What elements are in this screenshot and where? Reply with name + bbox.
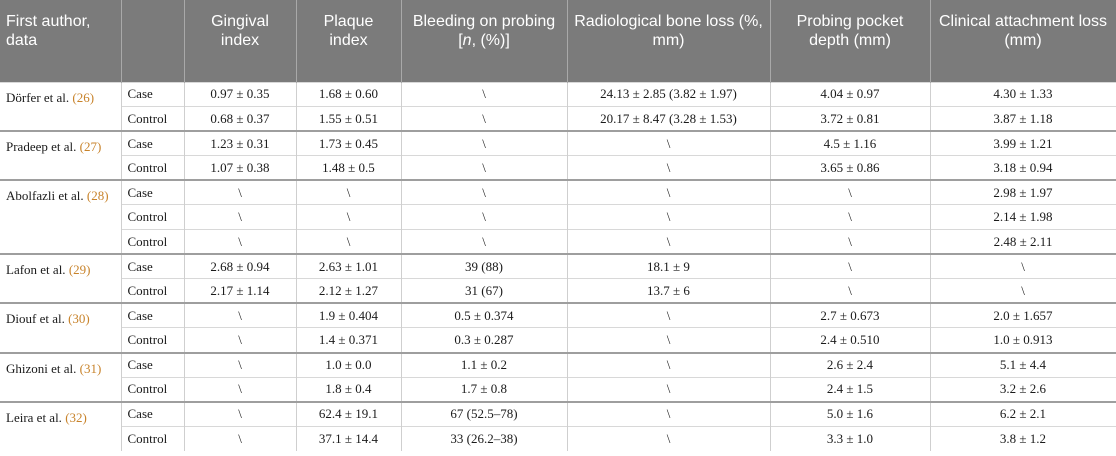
probing-pocket-depth-cell: 2.4 ± 0.510 [770, 328, 930, 353]
plaque-index-cell: 2.12 ± 1.27 [296, 279, 401, 304]
radiological-bone-loss-cell: \ [567, 131, 770, 156]
gingival-index-cell: 1.23 ± 0.31 [184, 131, 296, 156]
gingival-index-cell: \ [184, 303, 296, 328]
group-cell: Case [121, 180, 184, 205]
first-author-cell [0, 82, 121, 131]
header-group [121, 0, 184, 82]
probing-pocket-depth-cell: \ [770, 180, 930, 205]
gingival-index-cell: \ [184, 402, 296, 427]
clinical-attachment-loss-cell: 3.18 ± 0.94 [930, 156, 1116, 181]
header-first-author: First author, data [0, 0, 121, 82]
bleeding-on-probing-cell: 1.7 ± 0.8 [401, 377, 567, 402]
reference-link[interactable]: (29) [68, 262, 91, 278]
first-author-cell [0, 180, 121, 254]
group-cell: Case [121, 353, 184, 378]
bleeding-on-probing-cell: \ [401, 180, 567, 205]
table-row [0, 402, 1116, 427]
group-cell: Control [121, 230, 184, 255]
gingival-index-cell: \ [184, 426, 296, 451]
bleeding-on-probing-cell: \ [401, 205, 567, 230]
bleeding-on-probing-cell: 31 (67) [401, 279, 567, 304]
table-row [0, 328, 1116, 353]
table-body [0, 82, 1116, 451]
clinical-attachment-loss-cell: 3.87 ± 1.18 [930, 107, 1116, 132]
radiological-bone-loss-cell: \ [567, 180, 770, 205]
author-name: Pradeep et al. [6, 139, 77, 155]
clinical-attachment-loss-cell: \ [930, 279, 1116, 304]
gingival-index-cell: \ [184, 230, 296, 255]
clinical-attachment-loss-cell: \ [930, 254, 1116, 279]
radiological-bone-loss-cell: \ [567, 426, 770, 451]
probing-pocket-depth-cell: \ [770, 205, 930, 230]
first-author-cell [0, 353, 121, 402]
group-cell: Case [121, 254, 184, 279]
table-row [0, 426, 1116, 451]
group-cell: Control [121, 328, 184, 353]
bleeding-on-probing-cell: 33 (26.2–38) [401, 426, 567, 451]
author-name: Diouf et al. [6, 311, 65, 327]
bleeding-on-probing-cell: \ [401, 107, 567, 132]
probing-pocket-depth-cell: \ [770, 279, 930, 304]
probing-pocket-depth-cell: 2.7 ± 0.673 [770, 303, 930, 328]
radiological-bone-loss-cell: \ [567, 328, 770, 353]
first-author-cell [0, 131, 121, 180]
header-bop-pre: Bleeding on probing [ [412, 13, 556, 49]
clinical-attachment-loss-cell: 3.8 ± 1.2 [930, 426, 1116, 451]
bleeding-on-probing-cell: 1.1 ± 0.2 [401, 353, 567, 378]
bleeding-on-probing-cell: \ [401, 131, 567, 156]
plaque-index-cell: \ [296, 230, 401, 255]
header-probing-pocket-depth: Probing pocket depth (mm) [770, 0, 930, 82]
header-clinical-attachment-loss: Clinical attachment loss (mm) [930, 0, 1116, 82]
clinical-attachment-loss-cell: 2.14 ± 1.98 [930, 205, 1116, 230]
first-author-cell [0, 402, 121, 451]
plaque-index-cell: 1.4 ± 0.371 [296, 328, 401, 353]
header-gingival-index: Gingival index [184, 0, 296, 82]
author-name: Abolfazli et al. [6, 188, 84, 204]
radiological-bone-loss-cell: 13.7 ± 6 [567, 279, 770, 304]
plaque-index-cell: \ [296, 205, 401, 230]
author-name: Dörfer et al. [6, 89, 70, 105]
bleeding-on-probing-cell: 0.3 ± 0.287 [401, 328, 567, 353]
plaque-index-cell: 1.8 ± 0.4 [296, 377, 401, 402]
plaque-index-cell: 2.63 ± 1.01 [296, 254, 401, 279]
radiological-bone-loss-cell: 20.17 ± 8.47 (3.28 ± 1.53) [567, 107, 770, 132]
table-row [0, 82, 1116, 107]
clinical-attachment-loss-cell: 3.99 ± 1.21 [930, 131, 1116, 156]
first-author-cell [0, 303, 121, 352]
table-row [0, 279, 1116, 304]
bleeding-on-probing-cell: 39 (88) [401, 254, 567, 279]
radiological-bone-loss-cell: \ [567, 230, 770, 255]
radiological-bone-loss-cell: \ [567, 156, 770, 181]
radiological-bone-loss-cell: \ [567, 353, 770, 378]
bleeding-on-probing-cell: 67 (52.5–78) [401, 402, 567, 427]
plaque-index-cell: 37.1 ± 14.4 [296, 426, 401, 451]
probing-pocket-depth-cell: 3.72 ± 0.81 [770, 107, 930, 132]
plaque-index-cell: 1.48 ± 0.5 [296, 156, 401, 181]
table-row [0, 180, 1116, 205]
bleeding-on-probing-cell: 0.5 ± 0.374 [401, 303, 567, 328]
table-row [0, 107, 1116, 132]
group-cell: Control [121, 205, 184, 230]
plaque-index-cell: 1.73 ± 0.45 [296, 131, 401, 156]
radiological-bone-loss-cell: 24.13 ± 2.85 (3.82 ± 1.97) [567, 82, 770, 107]
probing-pocket-depth-cell: 4.04 ± 0.97 [770, 82, 930, 107]
header-radiological-bone-loss: Radiological bone loss (%, mm) [567, 0, 770, 82]
reference-link[interactable]: (26) [72, 89, 95, 105]
author-name: Ghizoni et al. [6, 360, 77, 376]
clinical-attachment-loss-cell: 1.0 ± 0.913 [930, 328, 1116, 353]
gingival-index-cell: 2.17 ± 1.14 [184, 279, 296, 304]
plaque-index-cell: 1.68 ± 0.60 [296, 82, 401, 107]
radiological-bone-loss-cell: \ [567, 303, 770, 328]
bleeding-on-probing-cell: \ [401, 230, 567, 255]
plaque-index-cell: 62.4 ± 19.1 [296, 402, 401, 427]
plaque-index-cell: 1.0 ± 0.0 [296, 353, 401, 378]
radiological-bone-loss-cell: \ [567, 377, 770, 402]
table-row [0, 131, 1116, 156]
clinical-attachment-loss-cell: 2.0 ± 1.657 [930, 303, 1116, 328]
group-cell: Case [121, 82, 184, 107]
plaque-index-cell: 1.55 ± 0.51 [296, 107, 401, 132]
gingival-index-cell: \ [184, 205, 296, 230]
radiological-bone-loss-cell: \ [567, 402, 770, 427]
gingival-index-cell: 2.68 ± 0.94 [184, 254, 296, 279]
group-cell: Case [121, 303, 184, 328]
group-cell: Control [121, 156, 184, 181]
clinical-attachment-loss-cell: 2.98 ± 1.97 [930, 180, 1116, 205]
clinical-attachment-loss-cell: 3.2 ± 2.6 [930, 377, 1116, 402]
author-name: Lafon et al. [6, 262, 66, 278]
group-cell: Control [121, 279, 184, 304]
plaque-index-cell: \ [296, 180, 401, 205]
radiological-bone-loss-cell: \ [567, 205, 770, 230]
first-author-cell [0, 254, 121, 303]
gingival-index-cell: 0.68 ± 0.37 [184, 107, 296, 132]
header-bleeding-on-probing [401, 0, 567, 82]
gingival-index-cell: \ [184, 377, 296, 402]
probing-pocket-depth-cell: 4.5 ± 1.16 [770, 131, 930, 156]
reference-link[interactable]: (27) [79, 139, 102, 155]
table-row [0, 377, 1116, 402]
radiological-bone-loss-cell: 18.1 ± 9 [567, 254, 770, 279]
probing-pocket-depth-cell: \ [770, 230, 930, 255]
reference-link[interactable]: (32) [65, 409, 87, 425]
reference-link[interactable]: (28) [86, 188, 109, 204]
table-header-row [0, 0, 1116, 82]
plaque-index-cell: 1.9 ± 0.404 [296, 303, 401, 328]
header-plaque-index: Plaque index [296, 0, 401, 82]
table-row [0, 353, 1116, 378]
table-row [0, 303, 1116, 328]
probing-pocket-depth-cell: 2.6 ± 2.4 [770, 353, 930, 378]
header-bop-post: , (%)] [471, 32, 510, 49]
clinical-attachment-loss-cell: 6.2 ± 2.1 [930, 402, 1116, 427]
probing-pocket-depth-cell: 2.4 ± 1.5 [770, 377, 930, 402]
group-cell: Control [121, 426, 184, 451]
table-row [0, 205, 1116, 230]
gingival-index-cell: \ [184, 180, 296, 205]
gingival-index-cell: 1.07 ± 0.38 [184, 156, 296, 181]
group-cell: Case [121, 131, 184, 156]
group-cell: Control [121, 107, 184, 132]
probing-pocket-depth-cell: 5.0 ± 1.6 [770, 402, 930, 427]
table-row [0, 230, 1116, 255]
reference-link[interactable]: (30) [68, 311, 90, 327]
table-row [0, 156, 1116, 181]
probing-pocket-depth-cell: \ [770, 254, 930, 279]
group-cell: Case [121, 402, 184, 427]
author-name: Leira et al. [6, 409, 62, 425]
gingival-index-cell: 0.97 ± 0.35 [184, 82, 296, 107]
reference-link[interactable]: (31) [79, 360, 102, 376]
probing-pocket-depth-cell: 3.65 ± 0.86 [770, 156, 930, 181]
bleeding-on-probing-cell: \ [401, 156, 567, 181]
bleeding-on-probing-cell: \ [401, 82, 567, 107]
gingival-index-cell: \ [184, 353, 296, 378]
probing-pocket-depth-cell: 3.3 ± 1.0 [770, 426, 930, 451]
group-cell: Control [121, 377, 184, 402]
header-bop-n: n [462, 32, 472, 49]
clinical-attachment-loss-cell: 4.30 ± 1.33 [930, 82, 1116, 107]
table-row [0, 254, 1116, 279]
clinical-attachment-loss-cell: 2.48 ± 2.11 [930, 230, 1116, 255]
clinical-attachment-loss-cell: 5.1 ± 4.4 [930, 353, 1116, 378]
gingival-index-cell: \ [184, 328, 296, 353]
